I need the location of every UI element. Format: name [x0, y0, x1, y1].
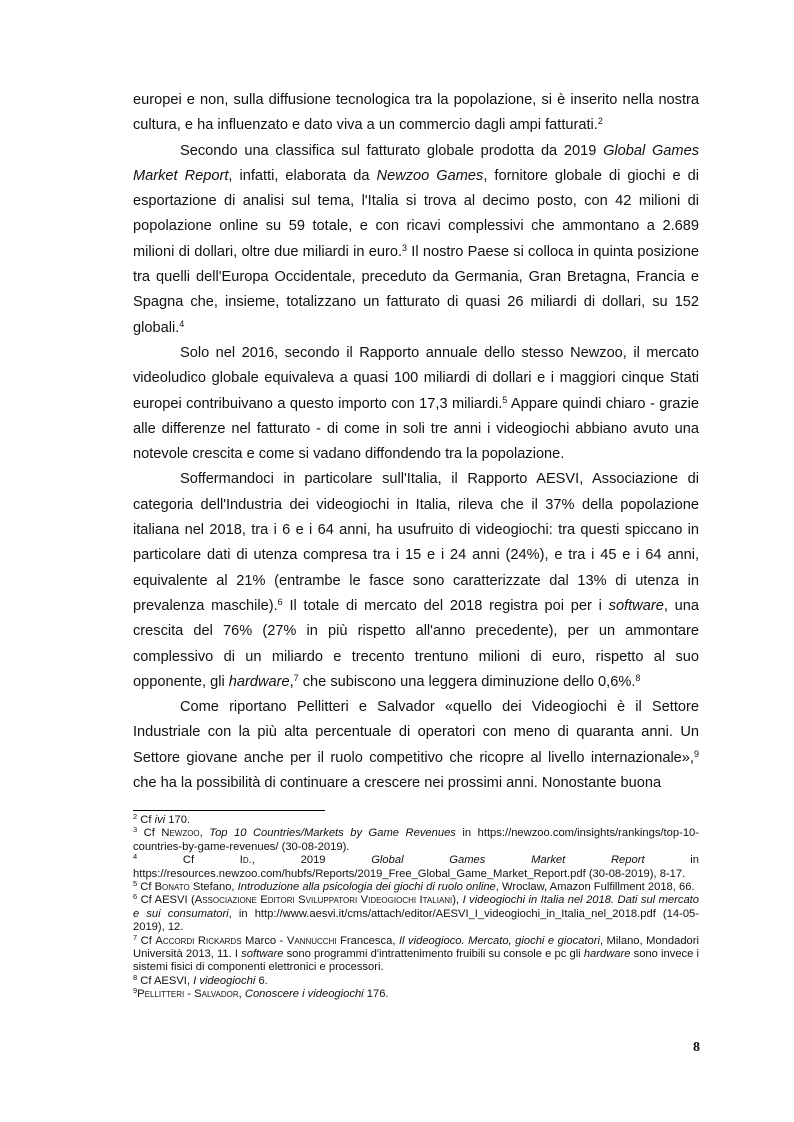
footnote-text: sono programmi d'intrattenimento fruibili su console e pc gli	[283, 948, 584, 961]
italic-title: Global Games Market Report	[133, 142, 699, 184]
page-number: 8	[693, 1040, 700, 1055]
footnote-text: , 2019	[251, 854, 372, 867]
paragraph-2	[133, 139, 699, 341]
footnote-ref: 6	[277, 596, 283, 607]
footnote-ref: 8	[635, 672, 641, 683]
footnotes	[133, 814, 699, 1002]
footnote-text: Cf	[137, 854, 240, 867]
paragraph-text: Il nostro Paese si colloca in quinta posizione tra quelli dell'Europa Occidentale, preceduto da Germania, Gran Bretagna, Francia e Spagna che, insieme, totalizzano un fatturato di quasi 26 miliardi di dollari, su 152 globali.	[133, 243, 700, 336]
italic-term: hardware	[228, 673, 290, 690]
footnote-text: in https://newzoo.com/insights/rankings/top-10-countries-by-game-revenues/ (30-08-2019).	[133, 827, 699, 853]
footnote-italic: Global Games Market Report	[371, 854, 645, 867]
footnote-text: Marco -	[241, 934, 287, 947]
footnote-ref: 4	[179, 318, 185, 329]
footnote-ref: 2	[597, 116, 603, 127]
main-text	[133, 88, 699, 796]
footnote-2	[133, 814, 699, 827]
footnote-italic: Introduzione alla psicologia dei giochi di ruolo online	[237, 881, 496, 894]
footnote-text: 6.	[255, 974, 268, 987]
footnote-text: , Wroclaw, Amazon Fulfillment 2018, 66.	[495, 881, 695, 894]
footnote-number: 8	[133, 972, 138, 982]
italic-name: Newzoo Games	[376, 167, 484, 184]
footnote-text: Cf AESVI (	[137, 894, 195, 907]
footnote-ref: 7	[293, 672, 299, 683]
footnote-author: Accordi Rickards	[155, 934, 242, 947]
footnote-text: Cf	[137, 934, 156, 947]
footnote-4	[133, 854, 699, 881]
footnote-italic: I videogiochi in Italia nel 2018. Dati sul mercato e sui consumatori	[133, 894, 699, 920]
footnote-number: 3	[133, 825, 138, 835]
paragraph-text: , fornitore globale di giochi e di esportazione di analisi sul tema, l'Italia si trova al decimo posto, con 42 milioni di popolazione online su 59 totale, e con ricavi complessivi che ammontano a 2.689 milioni di dollari, oltre due miliardi in euro.	[133, 167, 700, 260]
footnote-text: Stefano,	[189, 881, 238, 894]
paragraph-5	[133, 695, 699, 796]
footnote-number: 9	[133, 986, 138, 996]
paragraph-text: Secondo una classifica sul fatturato globale prodotta da 2019	[180, 142, 604, 159]
footnote-italic: Top 10 Countries/Markets by Game Revenues	[209, 827, 456, 840]
footnote-text: sono invece i sistemi fisici di componenti elettronici e processori.	[133, 948, 699, 974]
footnote-text: Cf	[137, 881, 155, 894]
footnote-5	[133, 881, 699, 894]
footnote-text: ,	[238, 988, 245, 1001]
footnote-text: Cf AESVI,	[137, 974, 194, 987]
footnote-author: Bonato	[154, 881, 190, 894]
paragraph-3	[133, 341, 699, 467]
footnote-9	[133, 988, 699, 1001]
paragraph-text: Appare quindi chiaro - grazie alle differenze nel fatturato - di come in soli tre anni i videogiochi abbiano avuto una notevole crescita e come si vadano diffondendo tra la popolazione.	[133, 395, 699, 463]
footnote-author: Associazione Editori Sviluppatori Videogiochi Italiani	[194, 894, 453, 907]
paragraph-4	[133, 467, 699, 695]
footnote-author: Vannucchi	[286, 934, 337, 947]
footnote-author: Newzoo	[161, 827, 200, 840]
italic-term: software	[608, 597, 664, 614]
footnote-number: 4	[133, 852, 138, 862]
footnote-italic: hardware	[583, 948, 631, 961]
footnote-text: 170.	[165, 814, 191, 826]
footnote-text: ,	[199, 827, 210, 840]
paragraph-text: Soffermandoci in particolare sull'Italia, il Rapporto AESVI, Associazione di categoria dell'Industria dei videogiochi in Italia, rileva che il 37% della popolazione italiana nel 2018, tra i 6 e i 64 anni, ha usufruito di videogiochi: tra questi spiccano in particolare dati di utenza compresa tra i 15 e i 24 anni (24%), e tra i 45 e i 64 anni, equivalente al 21% (entrambe le fasce sono caratterizzate dal 13% di utenza in prevalenza maschile).	[133, 471, 699, 614]
footnote-6	[133, 894, 699, 934]
footnote-text: , in http://www.aesvi.it/cms/attach/editor/AESVI_I_videogiochi_in_Italia_nel_2018.pdf (14-05-2019), 12.	[133, 907, 699, 934]
footnote-text: in https://resources.newzoo.com/hubfs/Reports/2019_Free_Global_Game_Market_Report.pdf (30-08-2019), 8-17.	[133, 854, 699, 880]
footnote-text: Francesca,	[336, 934, 399, 947]
paragraph-text: Il totale di mercato del 2018 registra poi per i	[282, 597, 609, 614]
footnote-ref: 5	[502, 394, 508, 405]
footnote-italic: software	[241, 948, 284, 961]
footnote-italic: I videogiochi	[193, 974, 256, 987]
footnote-number: 7	[133, 932, 138, 942]
footnote-7	[133, 932, 699, 975]
footnote-8	[133, 972, 699, 988]
footnote-number: 5	[133, 879, 138, 889]
footnote-3	[133, 827, 699, 854]
paragraph-text: Come riportano Pellitteri e Salvador «quello dei Videogiochi è il Settore Industriale con la più alta percentuale di operatori con meno di quaranta anni. Un Settore giovane anche per il ruolo competitivo che ricopre al livello internazionale»,	[133, 699, 699, 766]
footnote-separator	[133, 810, 325, 811]
footnote-text: 176.	[363, 988, 389, 1001]
footnote-number: 2	[133, 812, 138, 821]
paragraph-text: Solo nel 2016, secondo il Rapporto annuale dello stesso Newzoo, il mercato videoludico globale equivaleva a quasi 100 miliardi di dollari e i maggiori cinque Stati europei contribuivano a questo importo con 17,3 miliardi.	[133, 344, 699, 412]
paragraph-text: che ha la possibilità di continuare a crescere nei prossimi anni. Nonostante buona	[133, 775, 662, 792]
footnote-italic: Conoscere i videogiochi	[244, 988, 364, 1001]
footnote-author: Id.	[239, 854, 252, 867]
paragraph-text: ,	[289, 673, 294, 690]
paragraph-text: , una crescita del 76% (27% in più rispetto all'anno precedente), per un ammontare complessivo di un miliardo e trecento trentuno milioni di euro, rispetto al suo opponente, gli	[133, 597, 699, 690]
footnote-text: Cf	[137, 814, 155, 826]
footnote-number: 6	[133, 892, 138, 902]
paragraph-text: europei e non, sulla diffusione tecnologica tra la popolazione, si è inserito nella nostra cultura, e ha influenzato e dato viva a un commercio dagli ampi fatturati.	[133, 92, 699, 134]
footnote-ref: 3	[402, 242, 408, 253]
footnote-ref: 9	[693, 748, 699, 759]
footnote-author: Pellitteri - Salvador	[137, 988, 239, 1001]
paragraph-1	[133, 88, 699, 139]
footnote-italic: ivi	[154, 814, 166, 826]
footnote-text: Cf	[137, 827, 162, 840]
footnote-text: ),	[452, 894, 463, 907]
paragraph-text: che subiscono una leggera diminuzione dello 0,6%.	[298, 673, 636, 690]
paragraph-text: , infatti, elaborata da	[228, 167, 377, 184]
footnote-italic: Il videogioco. Mercato, giochi e giocatori	[398, 934, 600, 947]
footnote-text: , Milano, Mondadori Università 2013, 11. I	[133, 934, 699, 961]
